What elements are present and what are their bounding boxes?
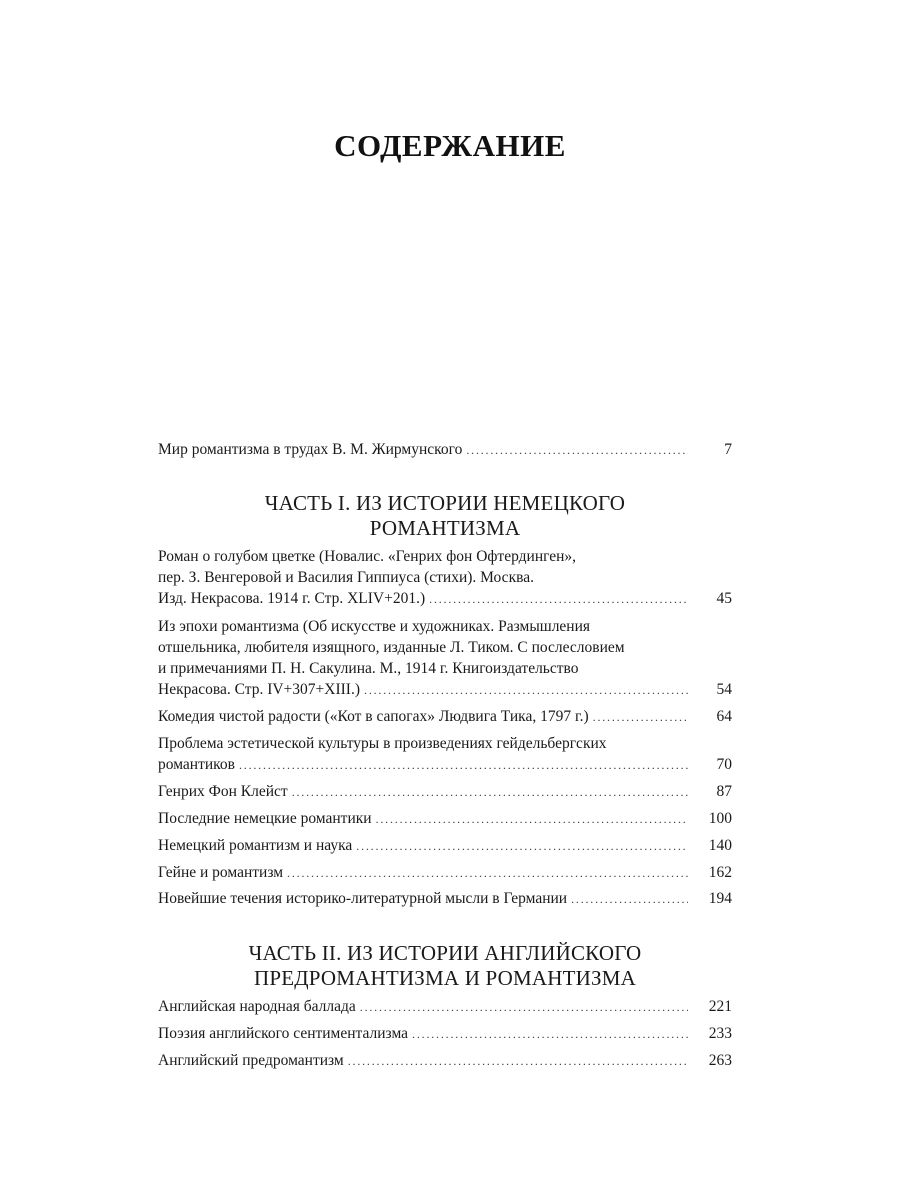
part-heading: ЧАСТЬ I. ИЗ ИСТОРИИ НЕМЕЦКОГО РОМАНТИЗМА	[264, 491, 626, 540]
page-number: 162	[708, 864, 732, 881]
toc-entry[interactable]	[158, 888, 732, 910]
dot-leader	[356, 836, 688, 857]
dot-leader	[466, 440, 688, 461]
entry-title: Генрих Фон Клейст	[158, 783, 288, 800]
toc-entry[interactable]	[158, 439, 732, 461]
page-number: 233	[708, 1025, 732, 1042]
toc-entry[interactable]	[158, 862, 732, 884]
dot-leader	[364, 680, 688, 701]
dot-leader	[429, 589, 688, 610]
entry-title-line: Проблема эстетической культуры в произведениях гейдельбергских	[158, 735, 607, 752]
entry-title: Немецкий романтизм и наука	[158, 837, 353, 854]
entry-title: Последние немецкие романтики	[158, 810, 372, 827]
page-number: 7	[724, 441, 732, 458]
entry-title: Мир романтизма в трудах В. М. Жирмунского	[158, 441, 463, 458]
page-number: 87	[716, 783, 732, 800]
entry-title-line: Изд. Некрасова. 1914 г. Стр. XLIV+201.)	[158, 590, 426, 607]
dot-leader	[360, 997, 688, 1018]
dot-leader	[239, 755, 688, 776]
dot-leader	[571, 889, 688, 910]
toc-entry[interactable]	[158, 808, 732, 830]
entry-title: Поэзия английского сентиментализма	[158, 1025, 409, 1042]
dot-leader	[287, 863, 688, 884]
toc-entry[interactable]	[158, 781, 732, 803]
entry-title: Английский предромантизм	[158, 1052, 344, 1069]
toc-entry[interactable]	[158, 835, 732, 857]
entry-title: Новейшие течения историко-литературной мысли в Германии	[158, 890, 568, 907]
dot-leader	[593, 707, 688, 728]
page-number: 70	[716, 756, 732, 773]
part-heading: ЧАСТЬ II. ИЗ ИСТОРИИ АНГЛИЙСКОГО ПРЕДРОМАНТИЗМА И РОМАНТИЗМА	[248, 941, 642, 990]
page-number: 221	[708, 998, 732, 1015]
page-number: 64	[716, 708, 732, 725]
toc-entry[interactable]	[158, 1050, 732, 1072]
page-number: 140	[708, 837, 732, 854]
toc-entry[interactable]	[158, 733, 732, 776]
entry-title-line: романтиков	[158, 756, 235, 773]
dot-leader	[412, 1024, 688, 1045]
toc-entry[interactable]	[158, 996, 732, 1018]
entry-title-line: отшельника, любителя изящного, изданные Л. Тиком. С послесловием	[158, 639, 625, 656]
page-number: 194	[708, 890, 732, 907]
entry-title-line: Из эпохи романтизма (Об искусстве и художниках. Размышления	[158, 618, 591, 635]
page-number: 45	[716, 590, 732, 607]
dot-leader	[376, 809, 688, 830]
page-title: СОДЕРЖАНИЕ	[334, 128, 566, 163]
page-number: 54	[716, 681, 732, 698]
dot-leader	[348, 1051, 688, 1072]
entry-title-line: и примечаниями П. Н. Сакулина. М., 1914 г. Книгоиздательство	[158, 660, 579, 677]
entry-title: Комедия чистой радости («Кот в сапогах» Людвига Тика, 1797 г.)	[158, 708, 589, 725]
dot-leader	[292, 782, 688, 803]
toc-entry[interactable]	[158, 546, 732, 610]
toc-entry[interactable]	[158, 706, 732, 728]
entry-title: Английская народная баллада	[158, 998, 356, 1015]
entry-title: Гейне и романтизм	[158, 864, 284, 881]
page-number: 263	[708, 1052, 732, 1069]
toc-entry[interactable]	[158, 616, 732, 701]
entry-title-line: пер. З. Венгеровой и Василия Гиппиуса (стихи). Москва.	[158, 569, 534, 586]
page-number: 100	[708, 810, 732, 827]
entry-title-line: Роман о голубом цветке (Новалис. «Генрих фон Офтердинген»,	[158, 548, 577, 565]
toc-entry[interactable]	[158, 1023, 732, 1045]
entry-title-line: Некрасова. Стр. IV+307+XIII.)	[158, 681, 361, 698]
